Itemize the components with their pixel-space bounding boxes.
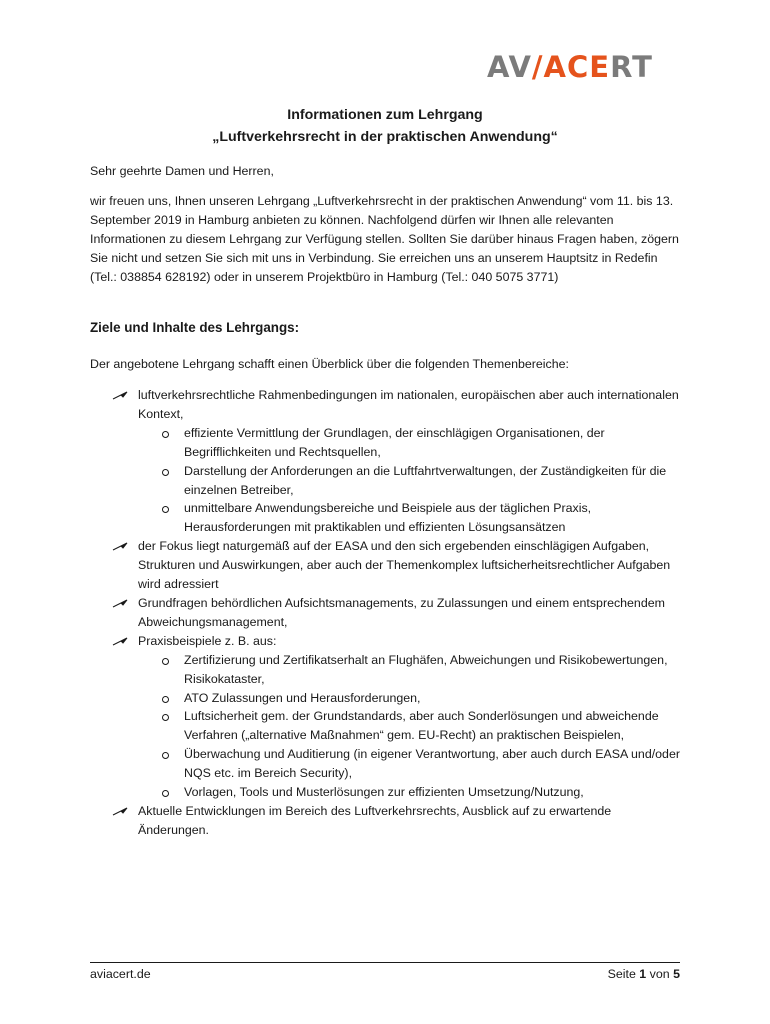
- arrow-bullet-icon: [112, 635, 129, 647]
- list-item: [90, 632, 680, 651]
- aviacert-logo: [487, 50, 677, 84]
- circle-bullet-icon: [162, 752, 169, 759]
- title-line: „Luftverkehrsrecht in der praktischen Anwendung“: [212, 129, 558, 145]
- title-line: Informationen zum Lehrgang: [287, 107, 483, 123]
- list-item: [90, 386, 680, 424]
- circle-bullet-icon: [162, 658, 169, 665]
- logo-slash: /: [531, 50, 544, 84]
- sub-list-item: [90, 424, 680, 462]
- logo-part: AV: [487, 50, 532, 84]
- salutation: Sehr geehrte Damen und Herren,: [90, 164, 274, 178]
- sub-list-item-text: Darstellung der Anforderungen an die Luftfahrtverwaltungen, der Zuständigkeiten für die einzelnen Betreiber,: [184, 463, 667, 497]
- page-footer: [90, 965, 680, 985]
- sub-list-item-text: unmittelbare Anwendungsbereiche und Beispiele aus der täglichen Praxis, Herausforderungen mit praktikablen und effizienten Lösungsansätzen: [184, 501, 592, 535]
- arrow-bullet-icon: [112, 805, 129, 817]
- page-label: Seite: [607, 967, 636, 981]
- page-indicator: [608, 965, 680, 984]
- arrow-bullet-icon: [112, 540, 129, 552]
- list-item-text: Praxisbeispiele z. B. aus:: [138, 633, 277, 648]
- sub-list-item: [90, 745, 680, 783]
- sub-list-item: [90, 462, 680, 500]
- circle-bullet-icon: [162, 696, 169, 703]
- list-item: [90, 594, 680, 632]
- sub-list-item-text: ATO Zulassungen und Herausforderungen,: [184, 690, 421, 705]
- sub-list-item-text: Luftsicherheit gem. der Grundstandards, aber auch Sonderlösungen und abweichende Verfahren („alternative Maßnahmen“ gem. EU-Recht) an praktischen Beispielen,: [184, 709, 659, 743]
- list-item-text: Aktuelle Entwicklungen im Bereich des Luftverkehrsrechts, Ausblick auf zu erwartende Änderungen.: [138, 803, 612, 837]
- circle-bullet-icon: [162, 431, 169, 438]
- footer-website: aviacert.de: [90, 967, 151, 981]
- sub-list-item: [90, 689, 680, 708]
- circle-bullet-icon: [162, 506, 169, 513]
- logo-part: ACE: [543, 50, 611, 84]
- sub-list-item-text: Überwachung und Auditierung (in eigener Verantwortung, aber auch durch EASA und/oder NQS etc. im Bereich Security),: [184, 747, 680, 781]
- circle-bullet-icon: [162, 714, 169, 721]
- section-heading: Ziele und Inhalte des Lehrgangs:: [90, 320, 300, 335]
- section-intro: Der angebotene Lehrgang schafft einen Überblick über die folgenden Themenbereiche:: [90, 357, 569, 371]
- sub-list-item-text: effiziente Vermittlung der Grundlagen, der einschlägigen Organisationen, der Begrifflichkeiten und Rechtsquellen,: [184, 425, 605, 459]
- arrow-bullet-icon: [112, 597, 129, 609]
- list-item-text: luftverkehrsrechtliche Rahmenbedingungen im nationalen, europäischen aber auch internationalen Kontext,: [138, 388, 679, 421]
- logo-part: RT: [610, 50, 653, 84]
- sub-list-item: [90, 707, 680, 745]
- circle-bullet-icon: [162, 469, 169, 476]
- footer-divider: [90, 962, 680, 963]
- sub-list-item-text: Zertifizierung und Zertifikatserhalt an Flughäfen, Abweichungen und Risikobewertungen, Risikokataster,: [184, 652, 668, 686]
- sub-list-item-text: Vorlagen, Tools und Musterlösungen zur effizienten Umsetzung/Nutzung,: [184, 785, 584, 800]
- page-total: 5: [673, 967, 680, 981]
- document-title: [90, 104, 680, 148]
- sub-list-item: [90, 651, 680, 689]
- list-item-text: der Fokus liegt naturgemäß auf der EASA und den sich ergebenden einschlägigen Aufgaben, Strukturen und Auswirkungen, aber auch der Themenkomplex luftsicherheitsrechtlicher Aufgaben wird adressiert: [138, 539, 671, 592]
- circle-bullet-icon: [162, 790, 169, 797]
- topics-list: [90, 386, 680, 840]
- page-number: 1: [639, 967, 647, 981]
- sub-list-item: [90, 499, 680, 537]
- sub-list-item: [90, 783, 680, 802]
- list-item: [90, 537, 680, 594]
- intro-paragraph: wir freuen uns, Ihnen unseren Lehrgang „Luftverkehrsrecht in der praktischen Anwendung“ vom 11. bis 13. September 2019 in Hamburg anbieten zu können. Nachfolgend dürfen wir Ihnen alle relevanten Informationen zu diesem Lehrgang zur Verfügung stellen. Sollten Sie darüber hinaus Fragen haben, zögern Sie nicht und setzen Sie sich mit uns in Verbindung. Sie erreichen uns an unserem Hauptsitz in Redefin (Tel.: 038854 628192) oder in unserem Projektbüro in Hamburg (Tel.: 040 5075 3771): [90, 194, 679, 284]
- page-of-label: von: [649, 967, 670, 981]
- arrow-bullet-icon: [112, 389, 129, 401]
- list-item: [90, 802, 680, 840]
- list-item-text: Grundfragen behördlichen Aufsichtsmanagements, zu Zulassungen und einem entsprechendem Abweichungsmanagement,: [138, 595, 665, 629]
